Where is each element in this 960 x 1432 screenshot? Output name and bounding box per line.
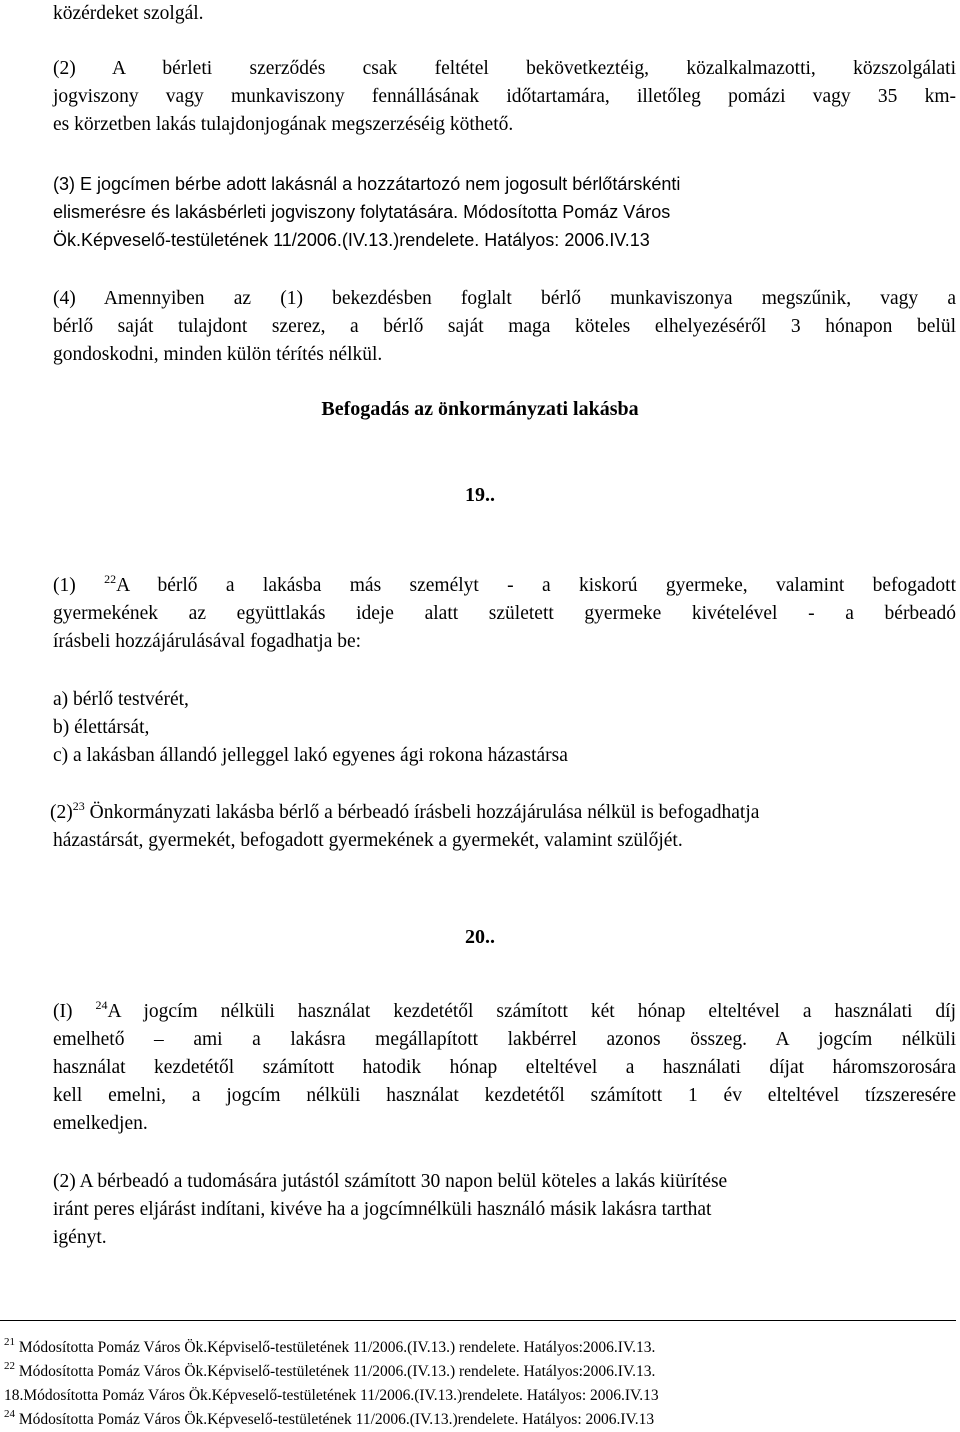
top-fragment: közérdeket szolgál. <box>53 3 204 24</box>
paragraph-line: használat kezdetétől számított hatodik hónap elteltével a használati díjat háromszorosára <box>53 1057 956 1078</box>
paragraph-line: (1) $^{22}$A bérlő a lakásba más személyt - a kiskorú gyermeke, valamint befogadott <box>53 572 956 596</box>
list-item: a) bérlő testvérét, <box>53 689 189 710</box>
footnote-24: $^{24}$ Módosította Pomáz Város Ök.Képveselő-testületének 11/2006.(IV.13.)rendelete. Hatályos: 2006.IV.13 <box>4 1408 655 1428</box>
paragraph-line: iránt peres eljárást indítani, kivéve ha a jogcímnélküli használó másik lakásra tarthat <box>53 1199 712 1220</box>
paragraph-line: emelkedjen. <box>53 1113 148 1134</box>
list-item: b) élettársát, <box>53 717 150 738</box>
footnote-23: 18.Módosította Pomáz Város Ök.Képveselő-testületének 11/2006.(IV.13.)rendelete. Hatályos: 2006.IV.13 <box>4 1387 659 1404</box>
section-20-paragraph-2 <box>53 1168 956 1252</box>
paragraph-line: (2) A bérbeadó a tudomására jutástól számított 30 napon belül köteles a lakás kiürítése <box>53 1171 728 1192</box>
paragraph-line: jogviszony vagy munkaviszony fennállásának időtartamára, illetőleg pomázi vagy 35 km- <box>53 86 956 107</box>
paragraph-line: kell emelni, a jogcím nélküli használat kezdetétől számított 1 év elteltével tízszeresére <box>53 1085 956 1106</box>
paragraph-line: (I) $^{24}$A jogcím nélküli használat kezdetétől számított két hónap elteltével a használati díj <box>53 998 957 1022</box>
paragraph-line: (2) A bérleti szerződés csak feltétel bekövetkeztéig, közalkalmazotti, közszolgálati <box>53 58 956 79</box>
footnote-ref[interactable]: 23 <box>72 799 85 813</box>
section-number-19: 19.. <box>465 484 495 506</box>
paragraph-line: gondoskodni, minden külön térítés nélkül. <box>53 344 383 365</box>
section-number-20: 20.. <box>465 926 495 948</box>
paragraph-3 <box>53 170 956 254</box>
paragraph-line: igényt. <box>53 1227 107 1248</box>
paragraph-line: elismerésre és lakásbérleti jogviszony folytatására. Módosította Pomáz Város <box>53 202 671 222</box>
enumerated-list <box>53 686 956 770</box>
paragraph-line: gyermekének az együttlakás ideje alatt született gyermeke kivételével - a bérbeadó <box>53 603 956 624</box>
section-20-paragraph-1 <box>53 998 956 1138</box>
list-item: c) a lakásban állandó jelleggel lakó egyenes ági rokona házastársa <box>53 745 568 766</box>
paragraph-line: (3) E jogcímen bérbe adott lakásnál a hozzátartozó nem jogosult bérlőtárskénti <box>53 174 681 194</box>
paragraph-line: emelhető – ami a lakásra megállapított lakbérrel azonos összeg. A jogcím nélküli <box>53 1029 956 1050</box>
paragraph-line: Ök.Képveselő-testületének 11/2006.(IV.13.)rendelete. Hatályos: 2006.IV.13 <box>53 230 650 250</box>
paragraph-4 <box>53 285 956 369</box>
footnote-divider <box>0 1320 956 1321</box>
section-heading: Befogadás az önkormányzati lakásba <box>321 398 639 420</box>
paragraph-line: írásbeli hozzájárulásával fogadhatja be: <box>53 631 362 652</box>
section-19-paragraph-2 <box>50 799 953 855</box>
footnote-21: $^{21}$ Módosította Pomáz Város Ök.Képviselő-testületének 11/2006.(IV.13.) rendelete. Hatályos:2006.IV.13. <box>4 1336 656 1356</box>
paragraph-line: es körzetben lakás tulajdonjogának megszerzéséig köthető. <box>53 114 514 135</box>
paragraph-2 <box>53 55 956 139</box>
paragraph-line: $(2)^{23}$ Önkormányzati lakásba bérlő a bérbeadó írásbeli hozzájárulása nélkül is befogadhatja <box>50 799 760 823</box>
paragraph-line: bérlő saját tulajdont szerez, a bérlő saját maga köteles elhelyezéséről 3 hónapon belül <box>53 316 956 337</box>
footnote-22: $^{22}$ Módosította Pomáz Város Ök.Képviselő-testületének 11/2006.(IV.13.) rendelete. Hatályos:2006.IV.13. <box>4 1360 656 1380</box>
footnote-ref[interactable]: 24 <box>95 998 108 1012</box>
footnote-ref[interactable]: 22 <box>104 572 117 586</box>
paragraph-line: házastársát, gyermekét, befogadott gyermekének a gyermekét, valamint szülőjét. <box>53 830 683 851</box>
paragraph-line: (4) Amennyiben az (1) bekezdésben foglalt bérlő munkaviszonya megszűnik, vagy a <box>53 288 956 309</box>
section-19-paragraph-1 <box>53 572 956 656</box>
